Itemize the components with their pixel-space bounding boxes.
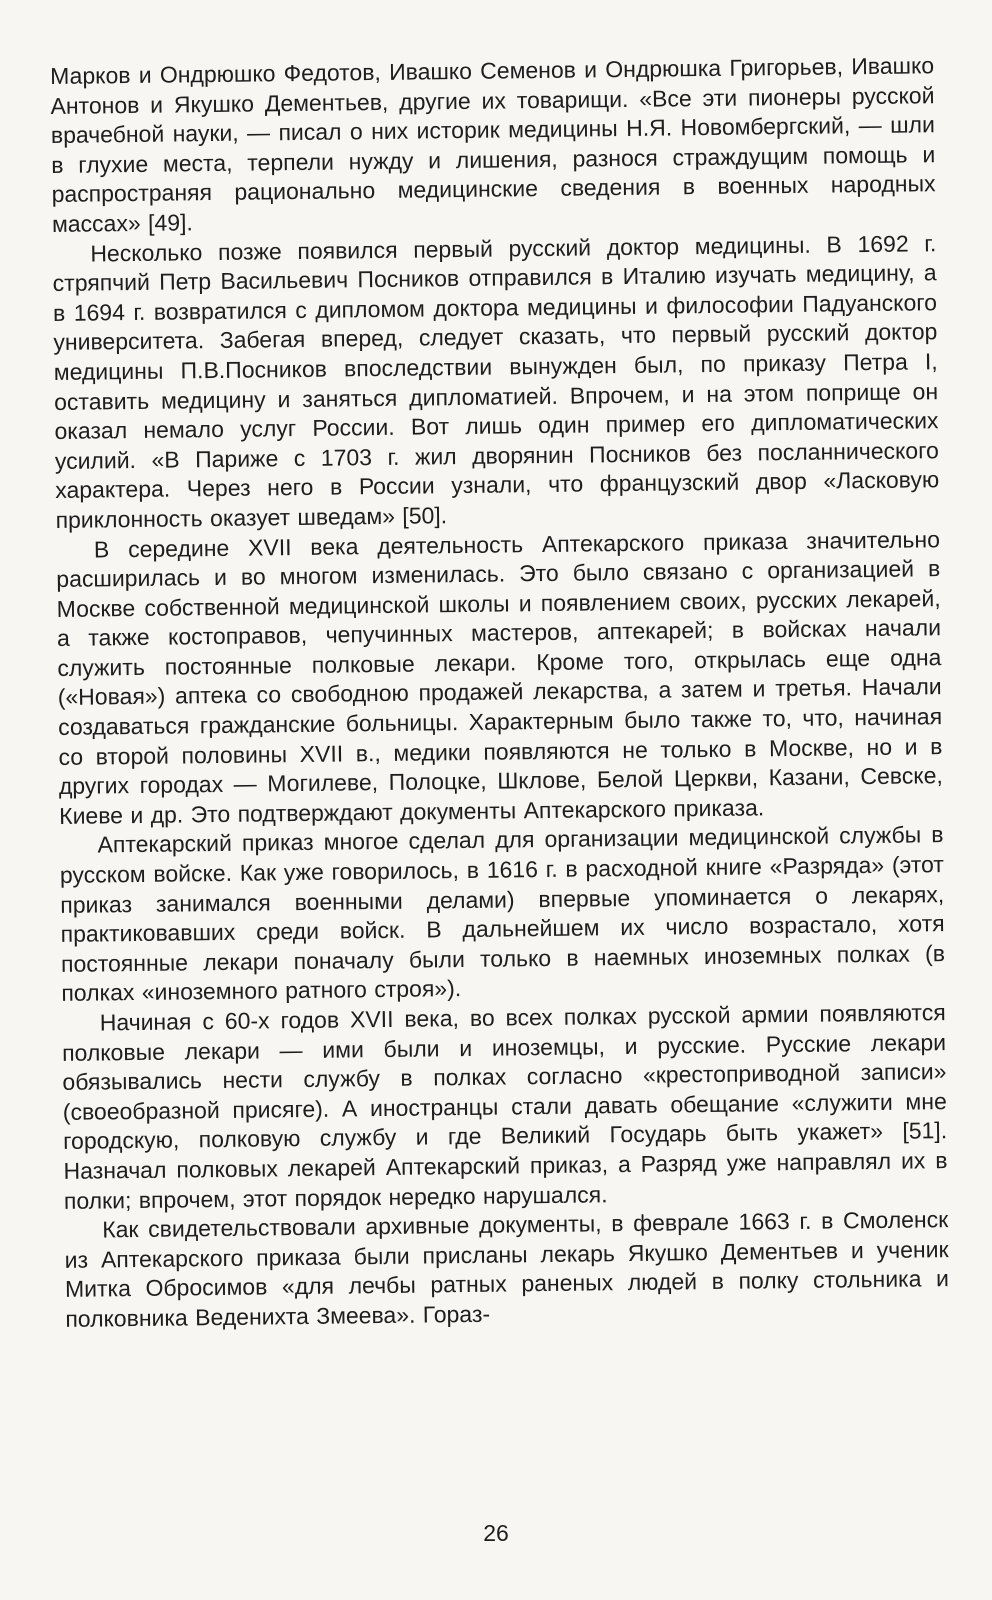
body-text — [50, 51, 949, 1334]
paragraph-4: Аптекарский приказ многое сделал для организации медицинской службы в русском войске. Как уже говорилось, в 1616 г. в расходной книге «Разряда» (этот приказ занимался военными делами) впервые упоминается о лекарях, практиковавших среди войск. В дальнейшем их число возрастало, хотя постоянные лекари поначалу были только в наемных иноземных полках (в полках «иноземного ратного строя»). — [59, 821, 946, 1007]
paragraph-2: Несколько позже появился первый русский доктор медицины. В 1692 г. стряпчий Петр Васильевич Посников отправился в Италию изучать медицину, а в 1694 г. возвратился с дипломом доктора медицины и философии Падуанского университета. Забегая вперед, следует сказать, что первый русский доктор медицины П.В.Посников впоследствии вынужден был, по приказу Петра I, оставить медицину и заняться дипломатией. Впрочем, и на этом поприще он оказал немало услуг России. Вот лишь один пример его дипломатических усилий. «В Париже с 1703 г. жил дворянин Посников без посланнического характера. Через него в России узнали, что французский двор «Ласковую приклонность оказует шведам» [50]. — [52, 229, 940, 533]
paragraph-5: Начиная с 60-х годов XVII века, во всех полках русской армии появляются полковые лекари — ими были и иноземцы, и русские. Русские лекари обязывались нести службу в полках согласно «крестоприводной записи» (своеобразной присяге). А иностранцы стали давать обещание «служити мне городскую, полковую службу и где Великий Государь быть укажет» [51]. Назначал полковых лекарей Аптекарский приказ, а Разряд уже направлял их в полки; впрочем, этот порядок нередко нарушался. — [61, 999, 948, 1214]
paragraph-6: Как свидетельствовали архивные документы, в феврале 1663 г. в Смоленск из Аптекарского приказа были присланы лекарь Якушко Дементьев и ученик Митка Обросимов «для лечбы ратных раненых людей в полку стольника и полковника Веденихта Змеева». Гораз- — [64, 1206, 950, 1332]
page-number: 26 — [483, 1520, 509, 1546]
paragraph-3: В середине XVII века деятельность Аптекарского приказа значительно расширилась и во многом изменилась. Это было связано с организацией в Москве собственной медицинской школы и появлением своих, русских лекарей, а также костоправов, чепучинных мастеров, аптекарей; в войсках начали служить постоянные полковые лекари. Кроме того, открылась еще одна («Новая») аптека со свободною продажей лекарства, а затем и третья. Начали создаваться гражданские больницы. Характерным было также то, что, начиная со второй половины XVII в., медики появляются не только в Москве, но и в других городах — Могилеве, Полоцке, Шклове, Белой Церкви, Казани, Севске, Киеве и др. Это подтверждают документы Аптекарского приказа. — [56, 525, 943, 829]
paragraph-1: Марков и Ондрюшко Федотов, Ивашко Семенов и Ондрюшка Григорьев, Ивашко Антонов и Якушко Дементьев, другие их товарищи. «Все эти пионеры русской врачебной науки, — писал о них историк медицины Н.Я. Новомбергский, — шли в глухие места, терпели нужду и лишения, разнося страждущим помощь и распространяя рационально медицинские сведения в военных народных массах» [49]. — [50, 52, 936, 237]
